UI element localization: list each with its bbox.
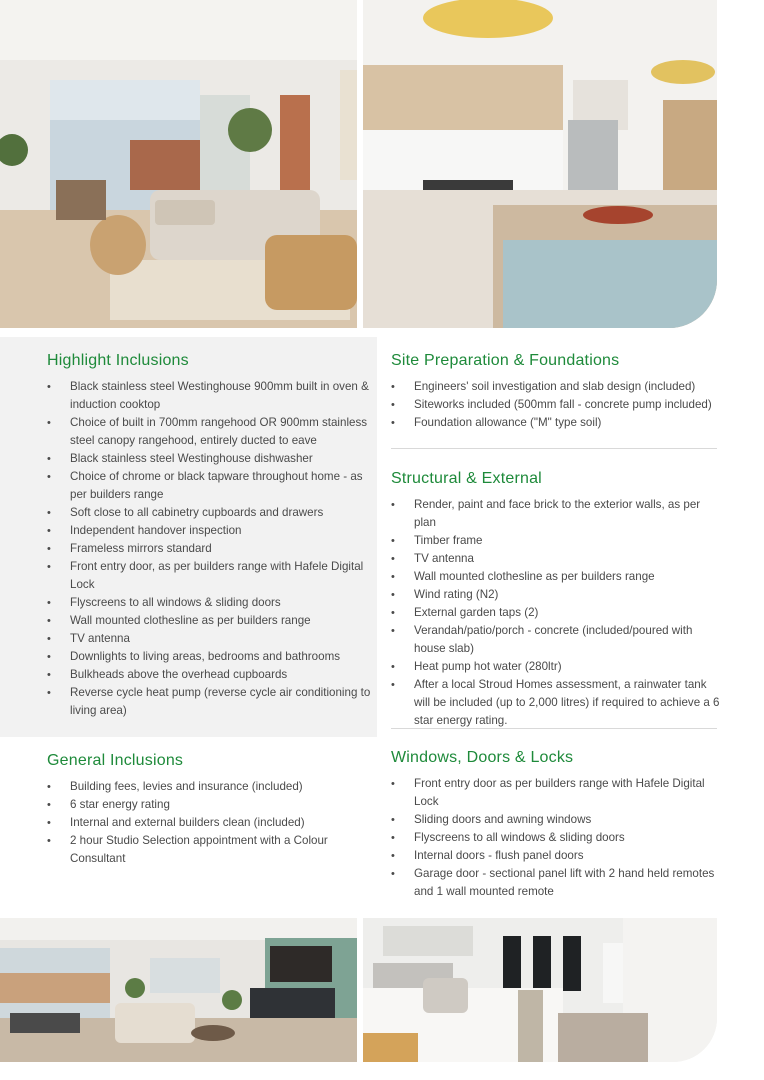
list-item: • External garden taps (2) bbox=[391, 604, 721, 622]
section-title: Highlight Inclusions bbox=[47, 352, 189, 369]
divider bbox=[391, 448, 717, 449]
structural-list bbox=[391, 496, 721, 730]
section-title: Structural & External bbox=[391, 470, 542, 487]
list-item: • 2 hour Studio Selection appointment with a Colour Consultant bbox=[47, 832, 373, 868]
highlight-list bbox=[47, 378, 373, 720]
list-item: • Independent handover inspection bbox=[47, 522, 373, 540]
photo-kitchen bbox=[363, 0, 717, 328]
list-item: • Black stainless steel Westinghouse 900mm built in oven & induction cooktop bbox=[47, 378, 373, 414]
section-title: General Inclusions bbox=[47, 752, 184, 769]
list-item: • Engineers' soil investigation and slab design (included) bbox=[391, 378, 721, 396]
list-item: • Bulkheads above the overhead cupboards bbox=[47, 666, 373, 684]
list-item: • Foundation allowance ("M" type soil) bbox=[391, 414, 721, 432]
divider bbox=[391, 728, 717, 729]
list-item: • Wall mounted clothesline as per builders range bbox=[391, 568, 721, 586]
section-general-inclusions bbox=[47, 752, 373, 868]
list-item: • Siteworks included (500mm fall - concrete pump included) bbox=[391, 396, 721, 414]
photo-bedroom bbox=[363, 918, 717, 1062]
list-item: • Heat pump hot water (280ltr) bbox=[391, 658, 721, 676]
list-item: • Flyscreens to all windows & sliding doors bbox=[47, 594, 373, 612]
section-site-preparation bbox=[391, 352, 721, 432]
list-item: • Sliding doors and awning windows bbox=[391, 811, 721, 829]
list-item: • Front entry door, as per builders range with Hafele Digital Lock bbox=[47, 558, 373, 594]
section-structural-external bbox=[391, 470, 721, 730]
list-item: • Render, paint and face brick to the exterior walls, as per plan bbox=[391, 496, 721, 532]
list-item: • Internal doors - flush panel doors bbox=[391, 847, 721, 865]
site-list bbox=[391, 378, 721, 432]
list-item: • Garage door - sectional panel lift with 2 hand held remotes and 1 wall mounted remote bbox=[391, 865, 721, 901]
list-item: • Flyscreens to all windows & sliding doors bbox=[391, 829, 721, 847]
general-list bbox=[47, 778, 373, 868]
list-item: • Wall mounted clothesline as per builders range bbox=[47, 612, 373, 630]
list-item: • Wind rating (N2) bbox=[391, 586, 721, 604]
section-highlight-inclusions bbox=[47, 352, 373, 720]
section-title: Site Preparation & Foundations bbox=[391, 352, 620, 369]
list-item: • Black stainless steel Westinghouse dishwasher bbox=[47, 450, 373, 468]
list-item: • Choice of chrome or black tapware throughout home - as per builders range bbox=[47, 468, 373, 504]
list-item: • Verandah/patio/porch - concrete (included/poured with house slab) bbox=[391, 622, 721, 658]
list-item: • Downlights to living areas, bedrooms and bathrooms bbox=[47, 648, 373, 666]
list-item: • Choice of built in 700mm rangehood OR 900mm stainless steel canopy rangehood, entirely ducted to eave bbox=[47, 414, 373, 450]
list-item: • TV antenna bbox=[391, 550, 721, 568]
list-item: • 6 star energy rating bbox=[47, 796, 373, 814]
list-item: • Front entry door as per builders range with Hafele Digital Lock bbox=[391, 775, 721, 811]
windows-list bbox=[391, 775, 721, 901]
list-item: • Frameless mirrors standard bbox=[47, 540, 373, 558]
list-item: • After a local Stroud Homes assessment, a rainwater tank will be included (up to 2,000 litres) if required to achieve a 6 star energy rating. bbox=[391, 676, 721, 730]
photo-living-room bbox=[0, 0, 357, 328]
list-item: • TV antenna bbox=[47, 630, 373, 648]
section-windows-doors-locks bbox=[391, 749, 721, 901]
section-title: Windows, Doors & Locks bbox=[391, 749, 574, 766]
list-item: • Internal and external builders clean (included) bbox=[47, 814, 373, 832]
list-item: • Reverse cycle heat pump (reverse cycle air conditioning to living area) bbox=[47, 684, 373, 720]
list-item: • Building fees, levies and insurance (included) bbox=[47, 778, 373, 796]
list-item: • Timber frame bbox=[391, 532, 721, 550]
list-item: • Soft close to all cabinetry cupboards and drawers bbox=[47, 504, 373, 522]
photo-open-plan-living bbox=[0, 918, 357, 1062]
